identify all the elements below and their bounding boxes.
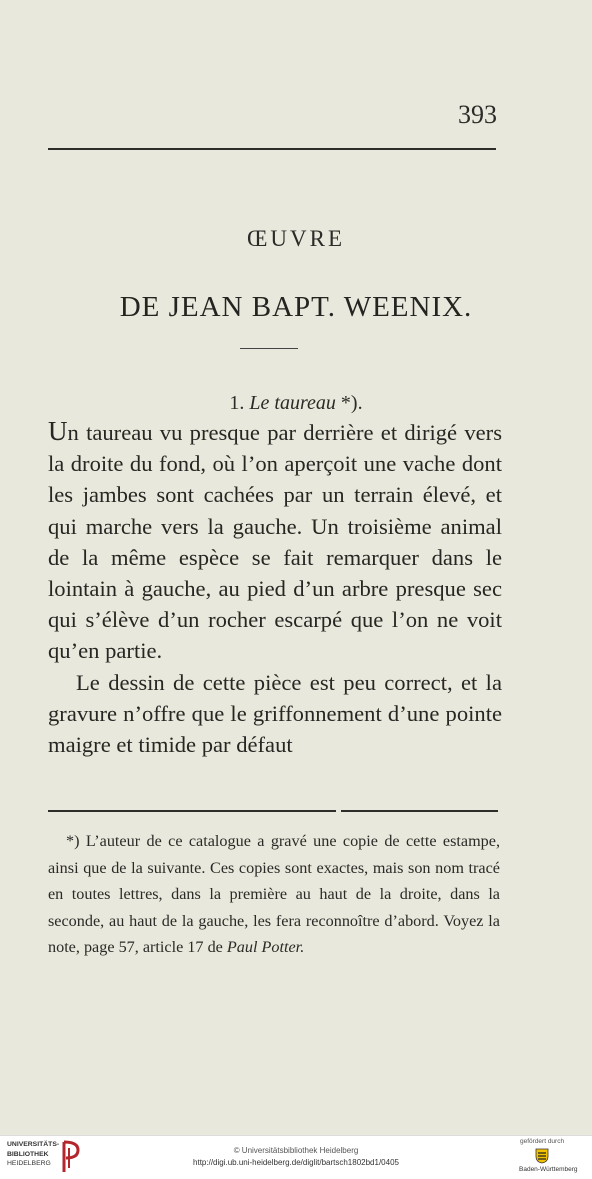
paragraph-2: Le dessin de cette pièce est peu correct, et la gravure n’offre que le griffonnement d’une pointe maigre et timide par défaut — [48, 669, 502, 758]
section-title-oeuvre: ŒUVRE — [246, 226, 346, 251]
artist-title: DE JEAN BAPT. WEENIX. — [119, 291, 473, 323]
paragraph-1-text: n taureau vu presque par derrière et dirigé vers la droite du fond, où l’on aperçoit une vache dont les jambes sont cachées par un terrain élevé, et qui marche vers la gauche. Un troisième animal de la même espèce se fait remarquer dans le lointain à gauche, au pied d’un arbre presque sec qui s’élève d’un rocher escarpé que l’on ne voit qu’en partie. — [48, 420, 502, 664]
header-rule — [48, 148, 496, 150]
footnote — [48, 828, 500, 961]
footnote-rule-left — [48, 810, 336, 812]
title-divider — [240, 348, 298, 349]
state-crest-icon — [534, 1148, 550, 1164]
library-name: UNIVERSITÄTS- BIBLIOTHEK HEIDELBERG — [7, 1141, 60, 1167]
paragraph-1 — [48, 416, 502, 667]
entry-heading — [0, 392, 592, 415]
permalink[interactable]: http://digi.ub.uni-heidelberg.de/diglit/bartsch1802bd1/0405 — [193, 1158, 399, 1167]
footnote-text: *) L’auteur de ce catalogue a gravé une copie de cette estampe, ainsi que de la suivante. Ces copies sont exactes, mais son nom tracé en toutes lettres, dans la première au haut de la droite, dans la seconde, au haut de la gauche, les fera reconnoître d’abord. Voyez la note, page 57, article 17 de — [48, 832, 500, 957]
sponsor-name: Baden-Württemberg — [519, 1166, 578, 1173]
sponsor-label: gefördert durch — [520, 1138, 565, 1145]
page-number: 393 — [458, 100, 497, 129]
entry-number: 1. — [229, 392, 245, 414]
footnote-marker: *). — [340, 392, 363, 414]
initial-letter: U — [48, 416, 68, 446]
footnote-rule-right — [341, 810, 498, 812]
entry-description — [48, 416, 502, 760]
entry-title: Le taureau — [249, 392, 336, 414]
copyright-notice: © Universitätsbibliothek Heidelberg — [233, 1146, 359, 1155]
viewer-footer — [0, 1135, 592, 1179]
footnote-reference: Paul Potter. — [226, 938, 305, 957]
